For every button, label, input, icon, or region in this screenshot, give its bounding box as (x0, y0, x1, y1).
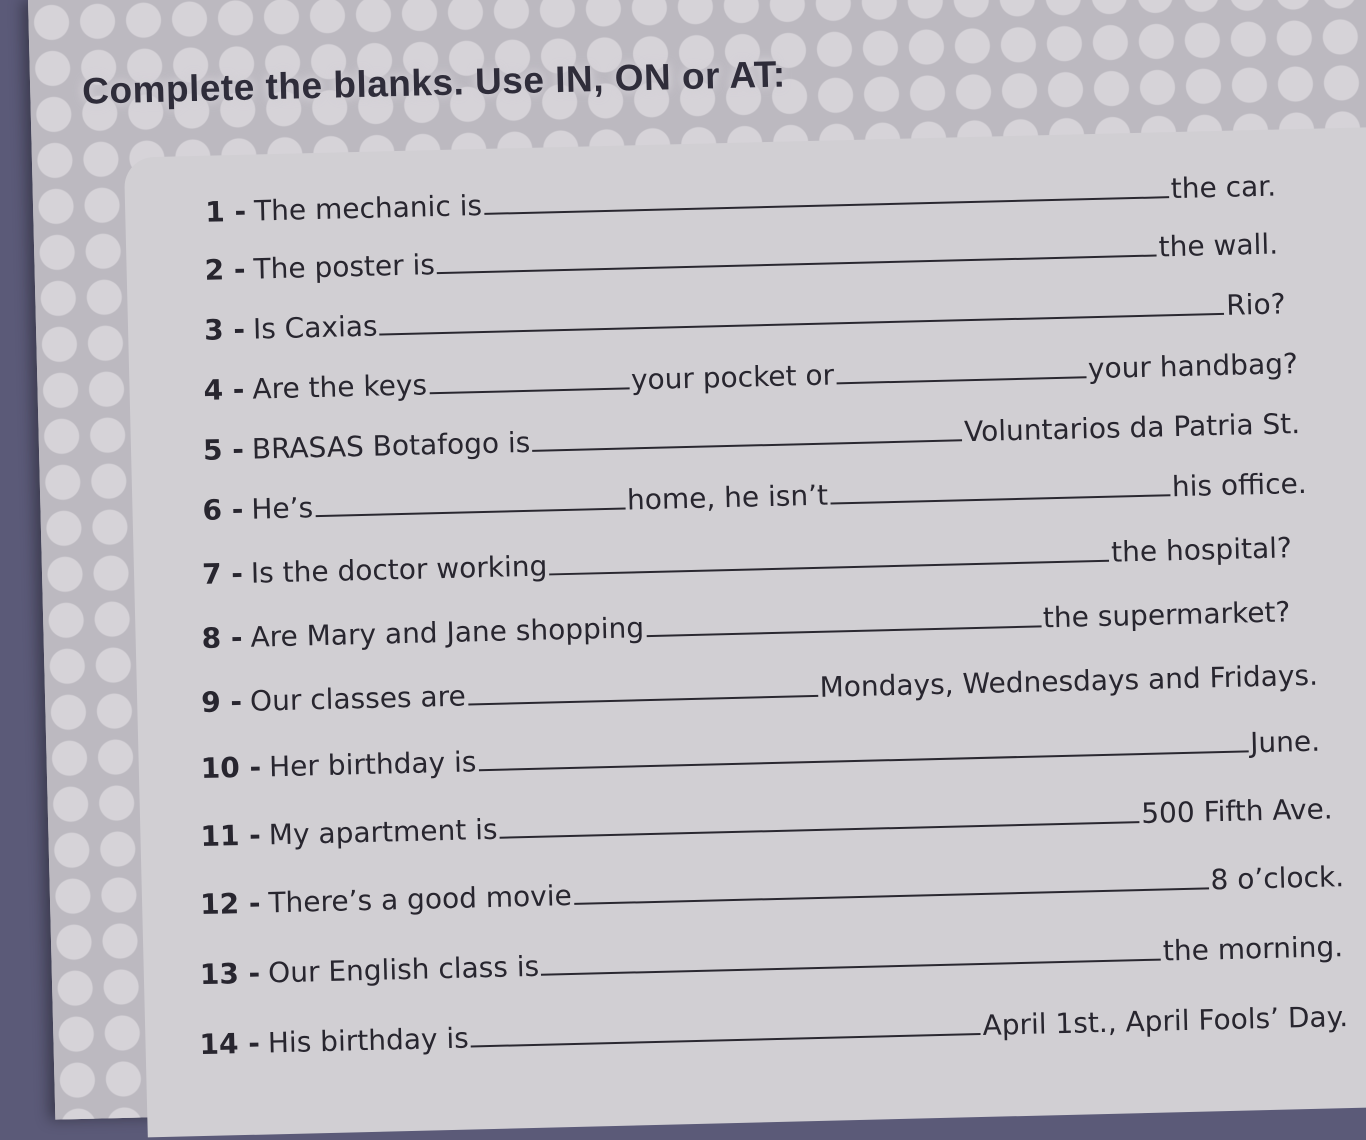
item-number: 6 - (202, 492, 244, 527)
item-number: 14 - (199, 1026, 261, 1062)
answer-blank[interactable] (429, 363, 630, 394)
sentence-end: April 1st., April Fools’ Day. (982, 1000, 1349, 1042)
sentence-end: the car. (1170, 169, 1277, 206)
item-number: 12 - (199, 886, 261, 922)
sentence-end: your handbag? (1087, 347, 1299, 386)
sentence-end: Voluntarios da Patria St. (963, 407, 1301, 449)
sentence-end: Mondays, Wednesdays and Fridays. (819, 658, 1319, 704)
sentence-end: Rio? (1225, 287, 1286, 322)
sentence-start: His birthday is (267, 1021, 470, 1060)
worksheet-page (28, 0, 1366, 1120)
item-number: 4 - (203, 372, 245, 407)
item-number: 10 - (200, 750, 262, 786)
sentence-start: The poster is (253, 248, 436, 286)
sentence-start: My apartment is (268, 812, 498, 852)
item-number: 1 - (204, 194, 247, 229)
sentence-start: He’s (250, 491, 314, 526)
item-number: 11 - (200, 818, 262, 854)
item-number: 9 - (200, 684, 243, 719)
answer-blank[interactable] (836, 352, 1087, 384)
sentence-start: There’s a good movie (268, 878, 573, 920)
sentence-end: the morning. (1162, 930, 1344, 968)
item-number: 3 - (203, 312, 246, 347)
item-number: 5 - (202, 432, 245, 467)
sentence-start: Are Mary and Jane shopping (250, 611, 645, 654)
sentence-start: Are the keys (252, 368, 428, 406)
sentence-middle: your pocket or (630, 358, 835, 397)
sentence-end: the wall. (1158, 227, 1279, 264)
sentence-start: Is Caxias (252, 309, 378, 346)
sentence-end: 500 Fifth Ave. (1140, 792, 1334, 831)
sentence-start: Our classes are (249, 679, 467, 718)
sentence-start: Our English class is (267, 949, 540, 990)
sentence-middle: home, he isn’t (626, 478, 829, 517)
sentence-end: the supermarket? (1042, 595, 1291, 635)
sentence-start: BRASAS Botafogo is (251, 425, 531, 466)
sentence-end: his office. (1171, 466, 1308, 504)
sentence-end: the hospital? (1110, 531, 1293, 569)
item-number: 8 - (201, 620, 243, 655)
sentence-start: Her birthday is (268, 745, 477, 784)
item-number: 13 - (199, 956, 261, 992)
sentence-start: The mechanic is (253, 188, 483, 228)
item-number: 2 - (204, 252, 246, 287)
sentence-end: 8 o’clock. (1210, 860, 1345, 897)
exercise-title: Complete the blanks. Use IN, ON or AT: (81, 53, 787, 112)
sentence-end: June. (1249, 724, 1321, 760)
sentence-start: Is the doctor working (250, 549, 548, 590)
item-number: 7 - (201, 556, 244, 591)
